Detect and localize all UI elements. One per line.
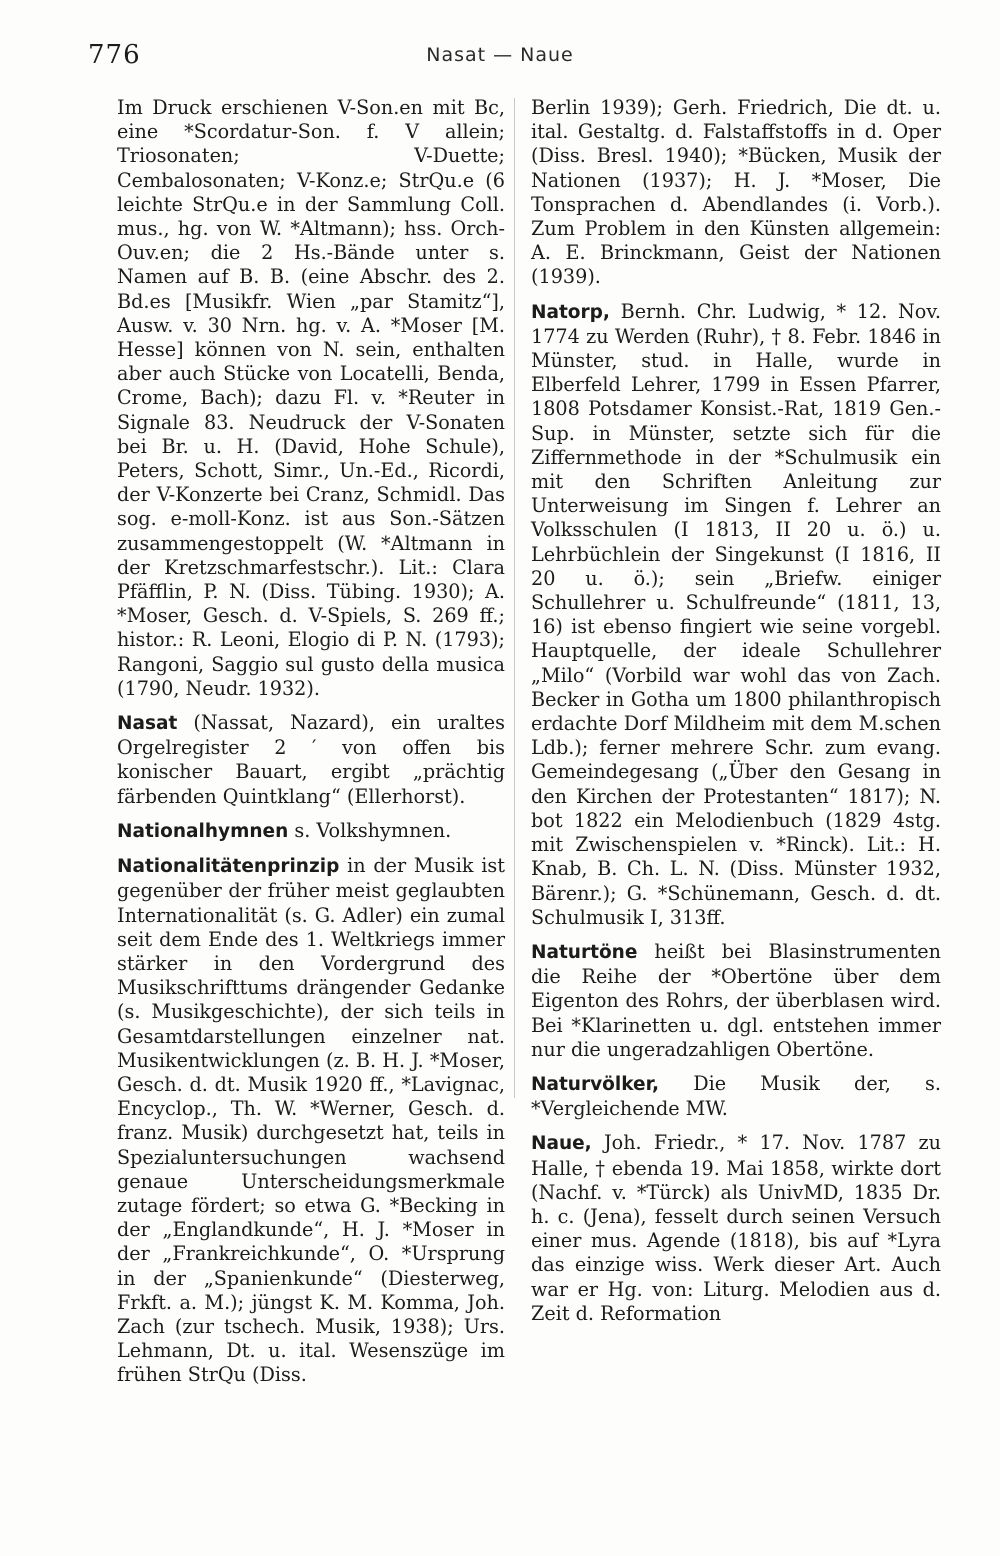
entry-naturtoene <box>531 940 941 1062</box>
entry-text: s. Volkshymnen. <box>294 818 452 842</box>
entry-continuation: Berlin 1939); Gerh. Friedrich, Die dt. u. ital. Gestaltg. d. Falstaffstoffs in d. Oper (Diss. Bresl. 1940); *Bücken, Musik der Nationen (1937); H. J. *Moser, Die Tonsprachen d. Abendlandes (i. Vorb.). Zum Problem in den Künsten allgemein: A. E. Brinckmann, Geist der Nationen (1939). <box>531 96 941 289</box>
entry-natorp <box>531 300 941 930</box>
left-column <box>117 96 505 1388</box>
entry-text: heißt bei Blasinstrumenten die Reihe der *Obertöne über dem Eigenton des Rohrs, der überblasen wird. Bei *Klarinetten u. dgl. entstehen immer nur die ungeradzahligen Obertöne. <box>531 939 941 1061</box>
headword: Natorp, <box>531 301 610 323</box>
entry-text: Bernh. Chr. Ludwig, * 12. Nov. 1774 zu Werden (Ruhr), † 8. Febr. 1846 in Münster, stud. in Halle, wurde in Elberfeld Lehrer, 1799 in Essen Pfarrer, 1808 Potsdamer Konsist.-Rat, 1819 Gen.-Sup. in Münster, setzte sich für die Ziffernmethode in der *Schulmusik ein mit den Schriften Anleitung zur Unterweisung im Singen f. Lehrer an Volksschulen (I 1813, II 20 u. ö.) u. Lehrbüchlein der Singekunst (I 1816, II 20 u. ö.); sein „Briefw. einiger Schullehrer u. Schulfreunde“ (1811, 13, 16) ist ebenso fingiert wie seine vorgebl. Hauptquelle, der ideale Schullehrer „Milo“ (Vorbild war wohl das von Zach. Becker in Gotha um 1800 philanthropisch erdachte Dorf Mildheim mit dem M.schen Ldb.); ferner mehrere Schr. zum evang. Gemeindegesang („Über den Gesang in den Kirchen der Protestanten“ 1817); N. bot 1822 ein Melodienbuch (1829 4stg. mit Zwischenspielen v. *Rinck). Lit.: H. Knab, B. Ch. L. N. (Diss. Münster 1932, Bärenr.); G. *Schünemann, Gesch. d. dt. Schulmusik I, 313ff. <box>531 299 941 929</box>
headword: Nationalitätenprinzip <box>117 856 340 878</box>
headword: Naue, <box>531 1133 592 1155</box>
entry-nationalhymnen <box>117 819 505 844</box>
entry-continuation: Im Druck erschienen V-Son.en mit Bc, eine *Scordatur-Son. f. V allein; Triosonaten; V-Duette; Cembalosonaten; V-Konz.e; StrQu.e (6 leichte StrQu.e in der Sammlung Coll. mus., hg. von W. *Altmann); hss. Orch-Ouv.en; die 2 Hs.-Bände unter s. Namen auf B. B. (eine Abschr. des 2. Bd.es [Musikfr. Wien „par Stamitz“], Ausw. v. 30 Nrn. hg. v. A. *Moser [M. Hesse] können von N. sein, enthalten aber auch Stücke von Locatelli, Benda, Crome, Bach); dazu Fl. v. *Reuter in Signale 83. Neudruck der V-Sonaten bei Br. u. H. (David, Hohe Schule), Peters, Schott, Simr., Un.-Ed., Ricordi, der V-Konzerte bei Cranz, Schmidl. Das sog. e-moll-Konz. ist aus Son.-Sätzen zusammengestoppelt (W. *Altmann in der Kretzschmarfestschr.). Lit.: Clara Pfäfflin, P. N. (Diss. Tübing. 1930); A. *Moser, Gesch. d. V-Spiels, S. 269 ff.; histor.: R. Leoni, Elogio di P. N. (1793); Rangoni, Saggio sul gusto della musica (1790, Neudr. 1932). <box>117 96 505 700</box>
headword: Nasat <box>117 713 178 735</box>
headword: Naturvölker, <box>531 1073 660 1095</box>
entry-text: in der Musik ist gegenüber der früher meist geglaubten Internationalität (s. G. Adler) ein zumal seit dem Ende des 1. Weltkriegs immer stärker in den Vordergrund des Musikschrifttums drängender Gedanke (s. Musikgeschichte), der sich teils in Gesamtdarstellungen einzelner nat. Musikentwicklungen (z. B. H. J. *Moser, Gesch. d. dt. Musik 1920 ff., *Lavignac, Encyclop., Th. W. *Werner, Gesch. d. franz. Musik) durchgesetzt hat, teils in Spezialuntersuchungen wachsend genaue Unterscheidungsmerkmale zutage fördert; so etwa G. *Becking in der „Englandkunde“, H. J. *Moser in der „Frankreichkunde“, O. *Ursprung in der „Spanienkunde“ (Diesterweg, Frkft. a. M.); jüngst K. M. Komma, Joh. Zach (zur tschech. Musik, 1938); Urs. Lehmann, Dt. u. ital. Wesenszüge im frühen StrQu (Diss. <box>117 854 505 1387</box>
entry-naturvoelker <box>531 1072 941 1121</box>
entry-text: Joh. Friedr., * 17. Nov. 1787 zu Halle, † ebenda 19. Mai 1858, wirkte dort (Nachf. v. *Türck) als UnivMD, 1835 Dr. h. c. (Jena), fesselt durch seinen Versuch einer mus. Agende (1818), bis auf *Lyra das einzige wiss. Werk dieser Art. Auch war er Hg. von: Liturg. Melodien aus d. Zeit d. Reformation <box>531 1131 941 1325</box>
page-number: 776 <box>88 40 141 70</box>
entry-nasat <box>117 711 505 809</box>
running-head: Nasat — Naue <box>426 44 574 66</box>
column-rule <box>514 98 515 1098</box>
entry-naue <box>531 1131 941 1326</box>
headword: Nationalhymnen <box>117 820 289 842</box>
entry-text: (Nassat, Nazard), ein uraltes Orgelregister 2 ′ von offen bis konischer Bauart, ergibt „prächtig färbenden Quintklang“ (Ellerhorst). <box>117 711 505 808</box>
right-column <box>531 96 941 1326</box>
headword: Naturtöne <box>531 941 638 963</box>
entry-nationalitaetenprinzip <box>117 854 505 1387</box>
entry-text: Die Musik der, s. *Vergleichende MW. <box>531 1071 941 1121</box>
